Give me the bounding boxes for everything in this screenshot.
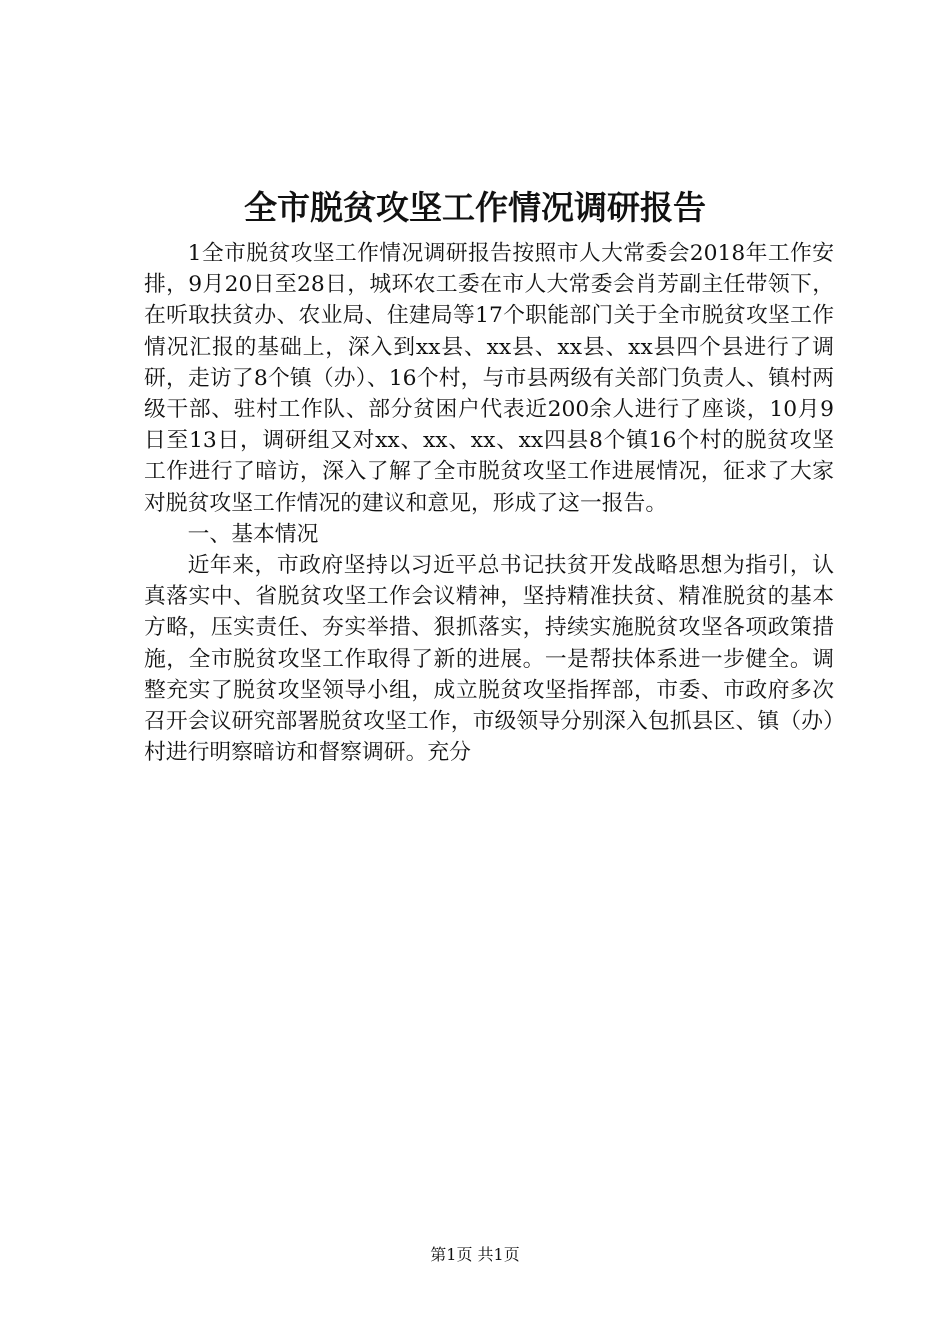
page-footer: 第1页 共1页 xyxy=(430,1245,520,1264)
document-body xyxy=(144,238,834,768)
paragraph-basic-situation: 近年来，市政府坚持以习近平总书记扶贫开发战略思想为指引，认真落实中、省脱贫攻坚工作会议精神，坚持精准扶贫、精准脱贫的基本方略，压实责任、夯实举措、狠抓落实，持续实施脱贫攻坚各项政策措施，全市脱贫攻坚工作取得了新的进展。一是帮扶体系进一步健全。调整充实了脱贫攻坚领导小组，成立脱贫攻坚指挥部，市委、市政府多次召开会议研究部署脱贫攻坚工作，市级领导分别深入包抓县区、镇（办）村进行明察暗访和督察调研。充分 xyxy=(144,553,834,766)
paragraph-intro: 1全市脱贫攻坚工作情况调研报告按照市人大常委会2018年工作安排，9月20日至28日，城环农工委在市人大常委会肖芳副主任带领下，在听取扶贫办、农业局、住建局等17个职能部门关于全市脱贫攻坚工作情况汇报的基础上，深入到xx县、xx县、xx县、xx县四个县进行了调研，走访了8个镇（办）、16个村，与市县两级有关部门负责人、镇村两级干部、驻村工作队、部分贫困户代表近200余人进行了座谈，10月9日至13日，调研组又对xx、xx、xx、xx四县8个镇16个村的脱贫攻坚工作进行了暗访，深入了解了全市脱贫攻坚工作进展情况，征求了大家对脱贫攻坚工作情况的建议和意见，形成了这一报告。 xyxy=(144,241,834,516)
section-heading-basic-situation: 一、基本情况 xyxy=(187,521,319,547)
page-title: 全市脱贫攻坚工作情况调研报告 xyxy=(244,188,706,227)
